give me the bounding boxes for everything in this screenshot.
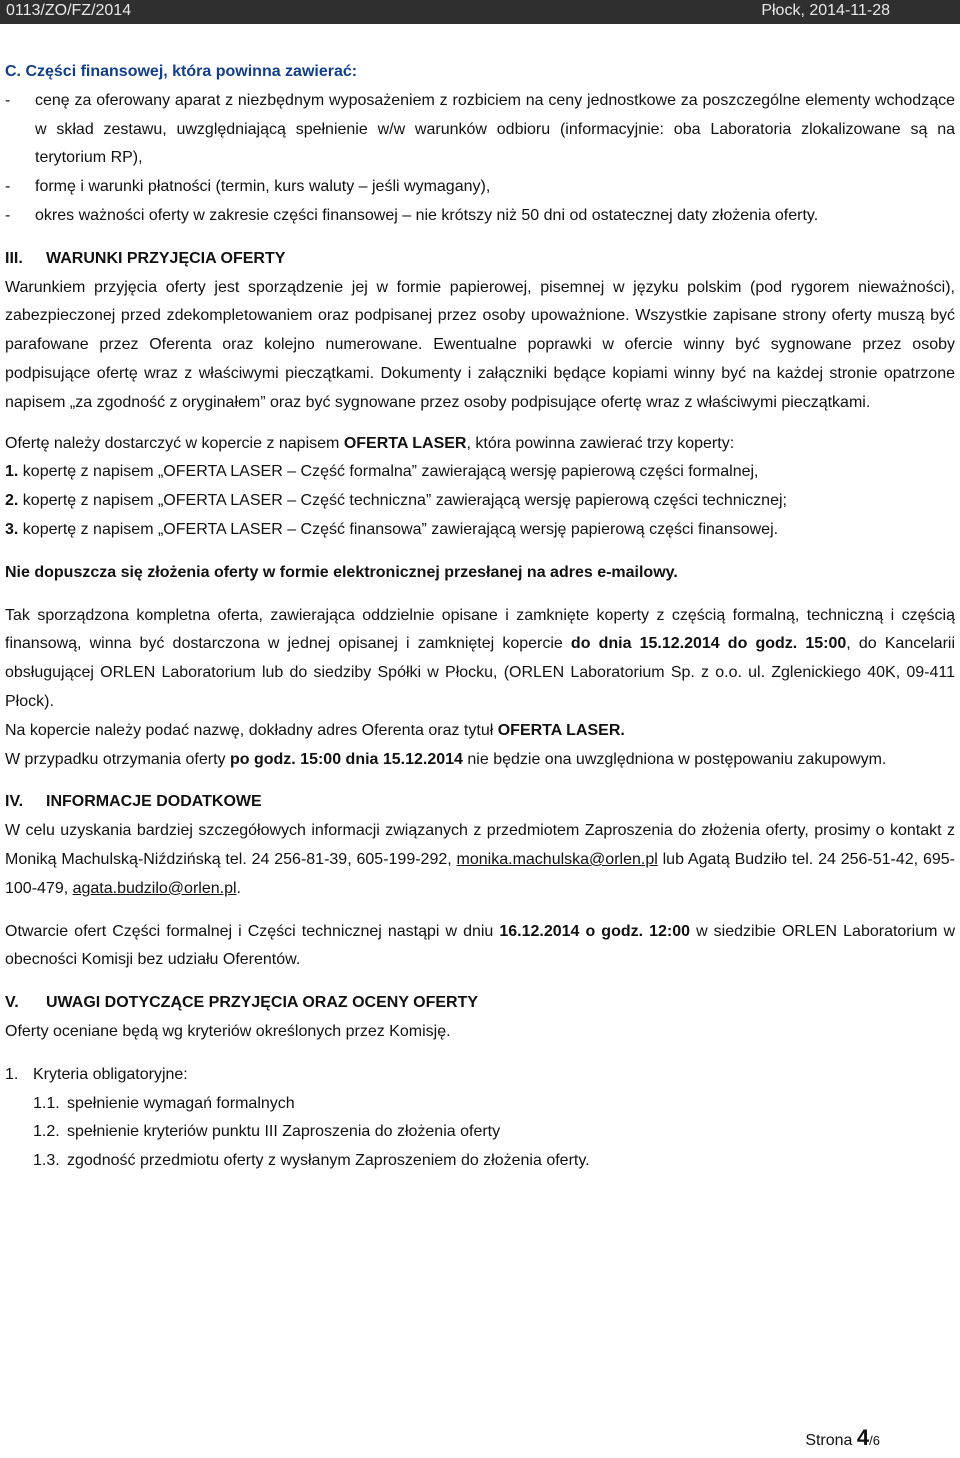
envelope-item: 2. kopertę z napisem „OFERTA LASER – Część techniczna” zawierającą wersję papierową części technicznej; bbox=[5, 492, 787, 510]
deadline-paragraph: Tak sporządzona kompletna oferta, zawierająca oddzielnie opisane i zamknięte koperty z częścią formalną, techniczną i częścią finansową, winna być dostarczona w jednej opisanej i zamkniętej kopercie do dnia 15.12.2014 do godz. 15:00, do Kancelarii obsługującej ORLEN Laboratorium lub do siedziby Spółki w Płocku, (ORLEN Laboratorium Sp. z o.o. ul. Zglenickiego 40K, 09-411 Płock). bbox=[5, 606, 956, 710]
envelope-item: 1. kopertę z napisem „OFERTA LASER – Część formalna” zawierającą wersję papierową części formalnej, bbox=[5, 463, 759, 481]
section-title: INFORMACJE DODATKOWE bbox=[46, 793, 262, 811]
criteria-item: 1. Kryteria obligatoryjne: bbox=[5, 1065, 188, 1083]
dash-marker: - bbox=[5, 206, 11, 224]
section-number: IV. bbox=[5, 793, 24, 811]
section-c-item bbox=[5, 173, 955, 202]
delivery-paragraph: Ofertę należy dostarczyć w kopercie z napisem OFERTA LASER, która powinna zawierać trzy koperty: bbox=[5, 434, 735, 452]
place-date: Płock, 2014-11-28 bbox=[761, 2, 890, 19]
section-c-item bbox=[5, 202, 955, 231]
section-number: III. bbox=[5, 249, 23, 267]
section-iv-heading bbox=[5, 788, 955, 817]
page-total: /6 bbox=[869, 1433, 880, 1448]
page-header bbox=[0, 0, 960, 24]
section-c-item-text: okres ważności oferty w zakresie części finansowej – nie krótszy niż 50 dni od ostatecznej daty złożenia oferty. bbox=[35, 206, 819, 224]
envelope-label-paragraph: Na kopercie należy podać nazwę, dokładny adres Oferenta oraz tytuł OFERTA LASER. bbox=[5, 721, 625, 739]
criteria-subitem: 1.3. zgodność przedmiotu oferty z wysłanym Zaproszeniem do złożenia oferty. bbox=[33, 1152, 590, 1170]
section-title: UWAGI DOTYCZĄCE PRZYJĘCIA ORAZ OCENY OFERTY bbox=[46, 994, 479, 1012]
dash-marker: - bbox=[5, 178, 11, 196]
page-number: 4 bbox=[856, 1425, 870, 1450]
dash-marker: - bbox=[5, 91, 11, 109]
evaluation-paragraph: Oferty oceniane będą wg kryteriów określonych przez Komisję. bbox=[5, 1022, 451, 1040]
contact-paragraph: W celu uzyskania bardziej szczegółowych informacji związanych z przedmiotem Zaproszenia do złożenia oferty, prosimy o kontakt z Moniką Machulską-Niździńską tel. 24 256-81-39, 605-199-292, monika.machulska@orlen.pl lub Agatą Budziło tel. 24 256-51-42, 695-100-479, agata.budzilo@orlen.pl. bbox=[5, 822, 955, 897]
document-reference: 0113/ZO/FZ/2014 bbox=[6, 2, 132, 19]
envelope-item: 3. kopertę z napisem „OFERTA LASER – Część finansowa” zawierającą wersję papierową części finansowej. bbox=[5, 520, 779, 538]
page-label: Strona bbox=[805, 1432, 857, 1449]
section-title: WARUNKI PRZYJĘCIA OFERTY bbox=[46, 249, 286, 267]
no-email-notice: Nie dopuszcza się złożenia oferty w formie elektronicznej przesłanej na adres e-mailowy. bbox=[5, 563, 678, 581]
late-offer-paragraph: W przypadku otrzymania oferty po godz. 15:00 dnia 15.12.2014 nie będzie ona uwzględniona w postępowaniu zakupowym. bbox=[5, 750, 887, 768]
email-link[interactable]: monika.machulska@orlen.pl bbox=[456, 850, 658, 868]
document-body bbox=[5, 58, 955, 1176]
offer-laser-label: OFERTA LASER bbox=[343, 434, 467, 452]
section-number: V. bbox=[5, 994, 19, 1012]
email-link[interactable]: agata.budzilo@orlen.pl bbox=[72, 879, 237, 897]
section-c-item-text: cenę za oferowany aparat z niezbędnym wyposażeniem z rozbiciem na ceny jednostkowe za poszczególne elementy wchodzące w skład zestawu, uwzględniającą spełnienie w/w warunków odbioru (informacyjnie: oba Laboratoria zlokalizowane są na terytorium RP), bbox=[35, 91, 955, 167]
criteria-subitem: 1.1. spełnienie wymagań formalnych bbox=[33, 1094, 295, 1112]
deadline: do dnia 15.12.2014 do godz. 15:00 bbox=[570, 635, 847, 653]
criteria-subitem: 1.2. spełnienie kryteriów punktu III Zaproszenia do złożenia oferty bbox=[33, 1123, 501, 1141]
section-c-item bbox=[5, 87, 955, 173]
section-v-heading bbox=[5, 989, 955, 1018]
opening-paragraph: Otwarcie ofert Części formalnej i Części technicznej nastąpi w dniu 16.12.2014 o godz. 12:00 w siedzibie ORLEN Laboratorium w obecności Komisji bez udziału Oferentów. bbox=[5, 922, 956, 969]
section-c-item-text: formę i warunki płatności (termin, kurs waluty – jeśli wymagany), bbox=[35, 178, 491, 196]
section-c-title: C. Części finansowej, która powinna zawierać: bbox=[5, 63, 358, 80]
page-footer bbox=[805, 1425, 880, 1451]
section-iii-heading bbox=[5, 245, 955, 274]
conditions-paragraph: Warunkiem przyjęcia oferty jest sporządzenie jej w formie papierowej, pisemnej w języku polskim (pod rygorem nieważności), zabezpieczonej przed zdekompletowaniem oraz podpisanej przez osoby upoważnione. Wszystkie zapisane strony oferty muszą być parafowane przez Oferenta oraz kolejno numerowane. Ewentualne poprawki w ofercie winny być sygnowane przez osoby podpisujące ofertę wraz z właściwymi pieczątkami. Dokumenty i załączniki będące kopiami winny być na każdej stronie opatrzone napisem „za zgodność z oryginałem” oraz być sygnowane przez osoby podpisujące ofertę wraz z właściwymi pieczątkami. bbox=[5, 278, 955, 411]
